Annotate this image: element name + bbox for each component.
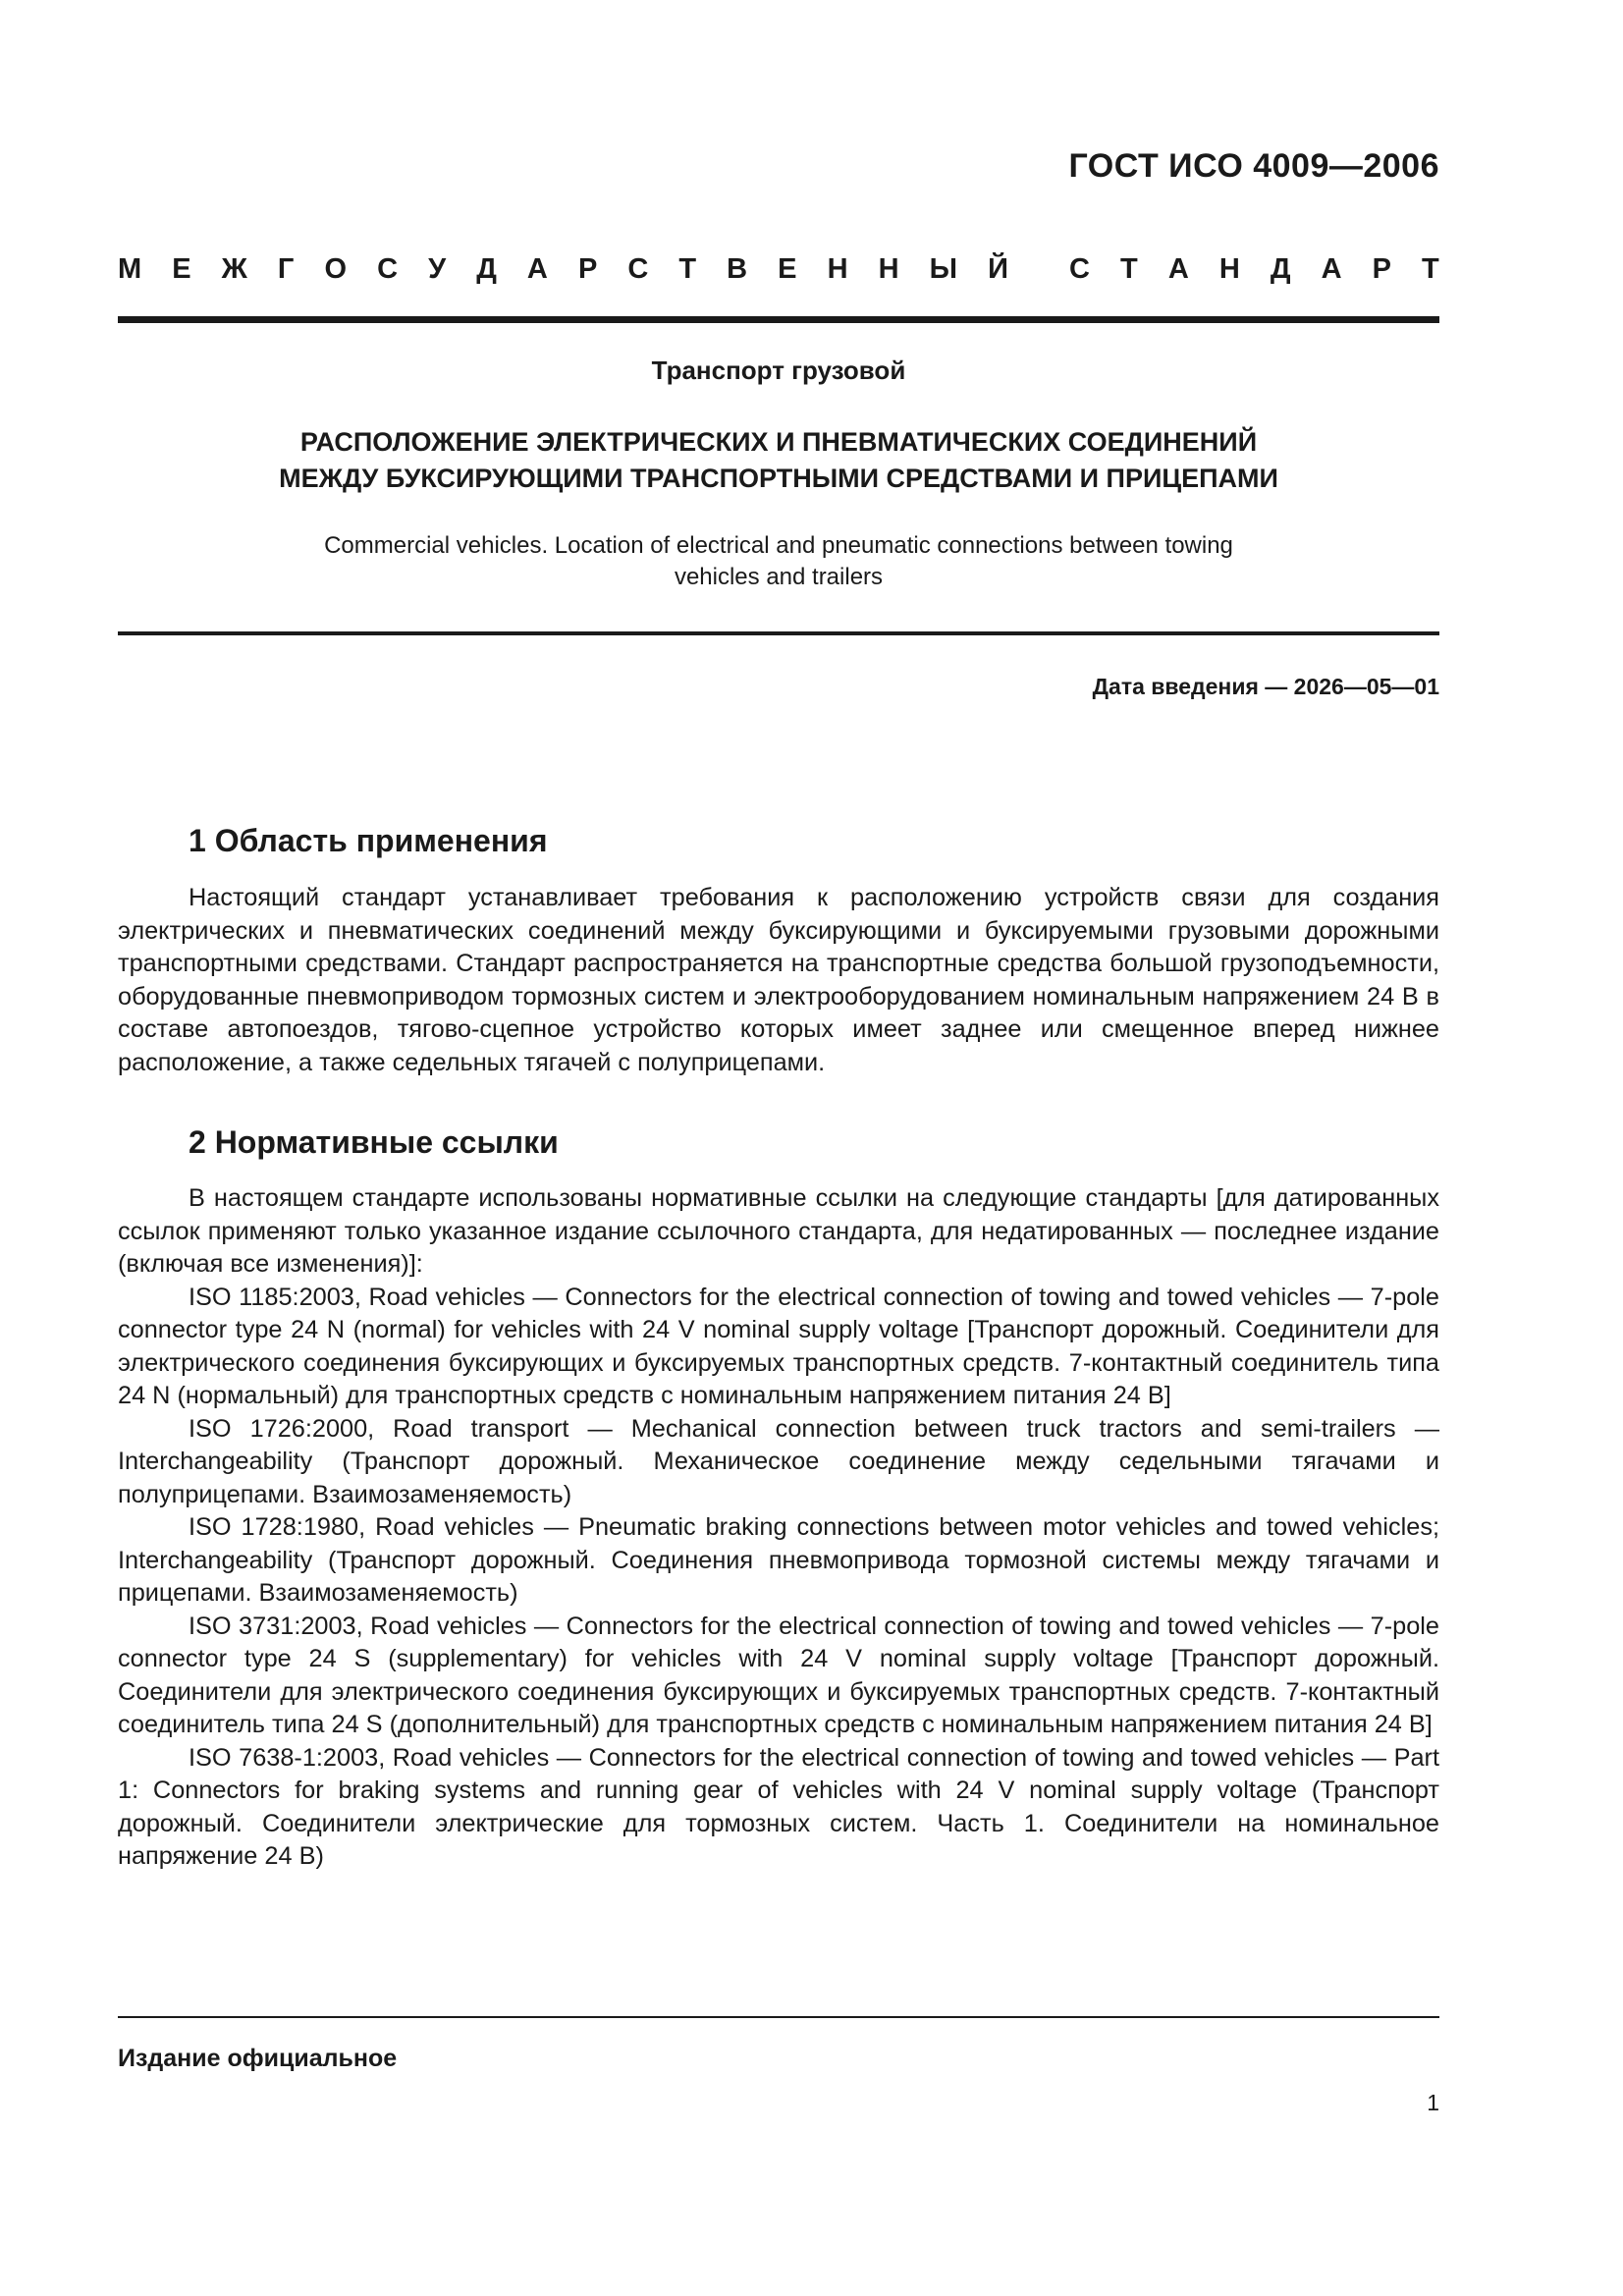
reference-entry: ISO 1726:2000, Road transport — Mechanical connection between truck tractors and semi-trailers — Interchangeability (Транспорт дорожный. Механическое соединение между седельными тягачами и полуприцепами. Взаимозаменяемость) bbox=[118, 1414, 1439, 1508]
standard-type-letter: Й bbox=[988, 253, 1008, 285]
page-number: 1 bbox=[1427, 2090, 1439, 2115]
standard-type-letter: Е bbox=[172, 253, 191, 285]
introduction-date: Дата введения — 2026—05—01 bbox=[1092, 674, 1439, 699]
reference-entry: ISO 7638-1:2003, Road vehicles — Connectors for the electrical connection of towing and towed vehicles — Part 1: Connectors for braking systems and running gear of vehicles with 24 V nominal supply voltage (Транспорт дорожный. Соединители электрические для тормозных систем. Часть 1. Соединители на номинальное напряжение 24 В) bbox=[118, 1743, 1439, 1870]
section-1-paragraph bbox=[118, 882, 1439, 1079]
standard-type-letter: А bbox=[526, 253, 548, 285]
standard-type-letter: С bbox=[627, 253, 649, 285]
standard-type-letter: Р bbox=[1372, 253, 1391, 285]
standard-type-letter: Е bbox=[778, 253, 797, 285]
russian-title bbox=[118, 424, 1439, 497]
russian-title-line: МЕЖДУ БУКСИРУЮЩИМИ ТРАНСПОРТНЫМИ СРЕДСТВАМИ И ПРИЦЕПАМИ bbox=[279, 464, 1278, 493]
subject-heading: Транспорт грузовой bbox=[651, 355, 906, 385]
standard-type-letter: Н bbox=[878, 253, 899, 285]
footer-divider bbox=[118, 2016, 1439, 2018]
standard-type-heading bbox=[118, 253, 1439, 286]
paragraph-text: Настоящий стандарт устанавливает требования к расположению устройств связи для создания электрических и пневматических соединений между буксирующими и буксируемыми грузовыми дорожными транспортными средствами. Стандарт распространяется на транспортные средства большой грузоподъемности, оборудованные пневмоприводом тормозных систем и электрооборудованием номинальным напряжением 24 В в составе автопоездов, тягово-сцепное устройство которых имеет заднее или смещенное вперед нижнее расположение, а также седельных тягачей с полуприцепами. bbox=[118, 884, 1439, 1076]
section-1-heading: 1 Область применения bbox=[189, 823, 548, 858]
paragraph-text: В настоящем стандарте использованы нормативные ссылки на следующие стандарты [для датированных ссылок применяют только указанное издание ссылочного стандарта, для недатированных — последнее издание (включая все изменения)]: bbox=[118, 1184, 1439, 1278]
document-page bbox=[118, 0, 1439, 2296]
section-2-body bbox=[118, 1182, 1439, 1874]
standard-type-letter: С bbox=[377, 253, 399, 285]
standard-type-letter: Н bbox=[827, 253, 848, 285]
standard-type-letter: Ж bbox=[221, 253, 247, 285]
standard-type-letter: М bbox=[118, 253, 142, 285]
standard-type-letter: Т bbox=[1120, 253, 1138, 285]
standard-type-letter: Д bbox=[1270, 253, 1291, 285]
english-title bbox=[118, 530, 1439, 593]
standard-type-letter: А bbox=[1321, 253, 1342, 285]
standard-type-letter: О bbox=[324, 253, 347, 285]
section-2-heading: 2 Нормативные ссылки bbox=[189, 1124, 559, 1160]
standard-type-letter: Т bbox=[1422, 253, 1439, 285]
standard-type-letter: Н bbox=[1218, 253, 1240, 285]
standard-designation: ГОСТ ИСО 4009—2006 bbox=[1068, 147, 1439, 185]
reference-entry: ISO 1728:1980, Road vehicles — Pneumatic braking connections between motor vehicles and towed vehicles; Interchangeability (Транспорт дорожный. Соединения пневмопривода тормозной системы между тягачами и прицепами. Взаимозаменяемость) bbox=[118, 1513, 1439, 1607]
standard-type-letter: А bbox=[1167, 253, 1189, 285]
reference-entry: ISO 1185:2003, Road vehicles — Connectors for the electrical connection of towing and towed vehicles — 7-pole connector type 24 N (normal) for vehicles with 24 V nominal supply voltage [Транспорт дорожный. Соединители для электрического соединения буксирующих и буксируемых транспортных средств. 7-контактный соединитель типа 24 N (нормальный) для транспортных средств с номинальным напряжением питания 24 В] bbox=[118, 1283, 1439, 1409]
standard-type-letter: Г bbox=[277, 253, 295, 285]
russian-title-line: РАСПОЛОЖЕНИЕ ЭЛЕКТРИЧЕСКИХ И ПНЕВМАТИЧЕСКИХ СОЕДИНЕНИЙ bbox=[299, 427, 1258, 457]
standard-type-letter: Т bbox=[678, 253, 697, 285]
english-title-line: Commercial vehicles. Location of electrical and pneumatic connections between towing bbox=[324, 532, 1233, 559]
title-divider bbox=[118, 631, 1439, 635]
header-divider bbox=[118, 316, 1439, 323]
reference-entry: ISO 3731:2003, Road vehicles — Connectors for the electrical connection of towing and towed vehicles — 7-pole connector type 24 S (supplementary) for vehicles with 24 V nominal supply voltage [Транспорт дорожный. Соединители для электрического соединения буксирующих и буксируемых транспортных средств. 7-контактный соединитель типа 24 S (дополнительный) для транспортных средств с номинальным напряжением питания 24 В] bbox=[118, 1612, 1439, 1738]
standard-type-letter: С bbox=[1069, 253, 1090, 285]
english-title-line: vehicles and trailers bbox=[674, 564, 884, 590]
standard-type-letter: Д bbox=[476, 253, 497, 285]
standard-type-letter: Ы bbox=[929, 253, 957, 285]
standard-type-letter: Р bbox=[577, 253, 598, 285]
edition-label: Издание официальное bbox=[118, 2045, 398, 2072]
standard-type-letter: В bbox=[727, 253, 748, 285]
standard-type-letter: У bbox=[428, 253, 447, 285]
